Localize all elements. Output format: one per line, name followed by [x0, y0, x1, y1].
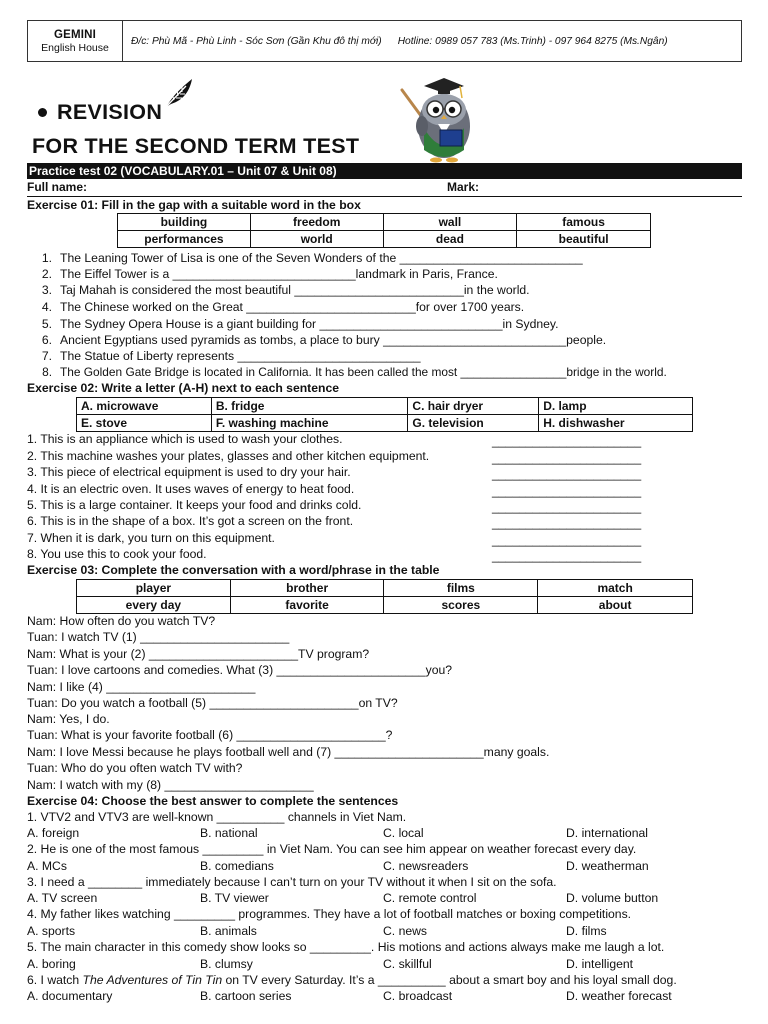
hotline: Hotline: 0989 057 783 (Ms.Trinh) - 097 964 8275 (Ms.Ngân): [397, 35, 668, 47]
ex1-item: 1. The Leaning Tower of Lisa is one of the Seven Wonders of the ___________________________: [41, 251, 583, 265]
mcq-option: A. foreign: [27, 826, 80, 840]
dialogue-line: Nam: How often do you watch TV?: [27, 614, 216, 628]
mcq-option: B. clumsy: [200, 957, 253, 971]
brand-block: [28, 21, 123, 61]
school-header: [27, 20, 742, 62]
mcq-option: A. documentary: [27, 989, 113, 1003]
word-cell: films: [384, 580, 538, 597]
dialogue-line: Tuan: I love cartoons and comedies. What (3) ______________________you?: [27, 663, 453, 677]
appliance-cell: F. washing machine: [211, 415, 408, 432]
contact-info: [123, 21, 741, 61]
title-line-1: REVISION: [57, 100, 163, 124]
ex2-item: 8. You use this to cook your food.: [27, 547, 207, 561]
answer-blank: ______________________: [492, 549, 642, 563]
mcq-option: A. sports: [27, 924, 76, 938]
ex2-item: 7. When it is dark, you turn on this equipment.: [27, 531, 275, 545]
mcq-question: 2. He is one of the most famous _________ in Viet Nam. You can see him appear on weather forecast every day.: [27, 842, 637, 856]
ex1-item: 2. The Eiffel Tower is a ___________________________landmark in Paris, France.: [41, 267, 498, 281]
dialogue-line: Tuan: Who do you often watch TV with?: [27, 761, 243, 775]
brand-name: GEMINI: [53, 28, 97, 41]
dialogue-line: Nam: What is your (2) ______________________TV program?: [27, 647, 370, 661]
word-cell: famous: [517, 214, 651, 231]
dialogue-line: Nam: I watch with my (8) ______________________: [27, 778, 314, 792]
ex2-item: 3. This piece of electrical equipment is used to dry your hair.: [27, 465, 351, 479]
ex2-item: 4. It is an electric oven. It uses waves of energy to heat food.: [27, 482, 355, 496]
mcq-option: B. animals: [200, 924, 257, 938]
appliance-cell: B. fridge: [211, 398, 408, 415]
dialogue-line: Tuan: What is your favorite football (6) ______________________?: [27, 728, 393, 742]
word-cell: world: [250, 231, 383, 248]
word-cell: wall: [383, 214, 517, 231]
ex3-heading: Exercise 03: Complete the conversation with a word/phrase in the table: [27, 563, 440, 577]
mcq-option: C. local: [383, 826, 424, 840]
answer-blank: ______________________: [492, 484, 642, 498]
mcq-option: D. volume button: [566, 891, 659, 905]
word-cell: scores: [384, 597, 538, 614]
dialogue-line: Tuan: I watch TV (1) ______________________: [27, 630, 290, 644]
answer-blank: ______________________: [492, 500, 642, 514]
mcq-option: D. weatherman: [566, 859, 649, 873]
ex2-item: 5. This is a large container. It keeps your food and drinks cold.: [27, 498, 362, 512]
word-cell: player: [77, 580, 231, 597]
word-cell: about: [538, 597, 693, 614]
ex3-word-box: [76, 579, 693, 614]
appliance-cell: H. dishwasher: [539, 415, 693, 432]
mcq-question: 5. The main character in this comedy show looks so _________. His motions and actions always make me laugh a lot.: [27, 940, 665, 954]
ex1-heading: Exercise 01: Fill in the gap with a suitable word in the box: [27, 198, 361, 212]
ex2-appliance-box: [76, 397, 693, 432]
dialogue-line: Tuan: Do you watch a football (5) ______________________on TV?: [27, 696, 398, 710]
ex2-item: 2. This machine washes your plates, glasses and other kitchen equipment.: [27, 449, 430, 463]
ex4-heading: Exercise 04: Choose the best answer to complete the sentences: [27, 794, 399, 808]
name-mark-row: [27, 180, 742, 197]
ex1-item: 8. The Golden Gate Bridge is located in California. It has been called the most ________________bridge in the world.: [42, 365, 667, 379]
title-line-2: FOR THE SECOND TERM TEST: [32, 134, 360, 158]
ex1-item: 5. The Sydney Opera House is a giant building for ___________________________in Sydney.: [41, 317, 559, 331]
ex2-item: 1. This is an appliance which is used to wash your clothes.: [27, 432, 343, 446]
owl-teacher-illustration: [400, 76, 482, 164]
appliance-cell: A. microwave: [77, 398, 212, 415]
ex1-item: 4. The Chinese worked on the Great _________________________for over 1700 years.: [41, 300, 525, 314]
ex1-word-box: [117, 213, 651, 248]
mcq-option: C. skillful: [383, 957, 432, 971]
answer-blank: ______________________: [492, 467, 642, 481]
appliance-cell: D. lamp: [539, 398, 693, 415]
mcq-option: C. remote control: [383, 891, 477, 905]
title-revision: [34, 100, 162, 125]
brand-subtitle: English House: [41, 41, 109, 54]
answer-blank: ______________________: [492, 434, 642, 448]
mcq-option: C. newsreaders: [383, 859, 469, 873]
bullet-icon: [38, 108, 47, 117]
mcq-option: D. intelligent: [566, 957, 634, 971]
mcq-question: 1. VTV2 and VTV3 are well-known __________ channels in Viet Nam.: [27, 810, 407, 824]
mark-label: Mark:: [447, 180, 480, 194]
address: Đ/c: Phù Mã - Phù Linh - Sóc Sơn (Gần Khu đô thị mới): [131, 35, 382, 47]
word-cell: beautiful: [517, 231, 651, 248]
mcq-question: 4. My father likes watching _________ programmes. They have a lot of football matches or boxing competitions.: [27, 907, 632, 921]
ex1-item: 7. The Statue of Liberty represents ___________________________: [41, 349, 421, 363]
mcq-option: D. films: [566, 924, 607, 938]
mcq-option: B. national: [200, 826, 258, 840]
mcq-option: C. news: [383, 924, 428, 938]
word-cell: building: [118, 214, 251, 231]
answer-blank: ______________________: [492, 516, 642, 530]
word-cell: dead: [383, 231, 517, 248]
mcq-option: A. TV screen: [27, 891, 98, 905]
mcq-option: B. cartoon series: [200, 989, 292, 1003]
word-cell: favorite: [230, 597, 384, 614]
word-cell: match: [538, 580, 693, 597]
ex1-item: 6. Ancient Egyptians used pyramids as tombs, a place to bury ___________________________people.: [41, 333, 607, 347]
ex2-item: 6. This is in the shape of a box. It’s got a screen on the front.: [27, 514, 354, 528]
answer-blank: ______________________: [492, 451, 642, 465]
ex2-heading: Exercise 02: Write a letter (A-H) next to each sentence: [27, 381, 340, 395]
full-name-label: Full name:: [27, 180, 88, 194]
appliance-cell: G. television: [408, 415, 539, 432]
answer-blank: ______________________: [492, 533, 642, 547]
mcq-option: A. boring: [27, 957, 76, 971]
dialogue-line: Nam: I like (4) ______________________: [27, 680, 256, 694]
dialogue-line: Nam: I love Messi because he plays football well and (7) ______________________many goals.: [27, 745, 550, 759]
mcq-option: D. international: [566, 826, 648, 840]
mcq-option: B. TV viewer: [200, 891, 269, 905]
mcq-option: A. MCs: [27, 859, 67, 873]
mcq-option: B. comedians: [200, 859, 274, 873]
practice-test-bar: Practice test 02 (VOCABULARY.01 – Unit 07 & Unit 08): [27, 163, 742, 179]
word-cell: every day: [77, 597, 231, 614]
mcq-question: 3. I need a ________ immediately because I can’t turn on your TV without it when I sit on the sofa.: [27, 875, 557, 889]
appliance-cell: E. stove: [77, 415, 212, 432]
appliance-cell: C. hair dryer: [408, 398, 539, 415]
mcq-option: C. broadcast: [383, 989, 453, 1003]
mcq-option: D. weather forecast: [566, 989, 672, 1003]
mcq-question: 6. I watch The Adventures of Tin Tin on TV every Saturday. It’s a __________ about a smart boy and his loyal small dog.: [27, 973, 677, 987]
leaf-icon: [162, 76, 196, 110]
word-cell: freedom: [250, 214, 383, 231]
word-cell: brother: [230, 580, 384, 597]
dialogue-line: Nam: Yes, I do.: [27, 712, 110, 726]
word-cell: performances: [118, 231, 251, 248]
ex1-item: 3. Taj Mahah is considered the most beautiful _________________________in the world.: [41, 283, 530, 297]
